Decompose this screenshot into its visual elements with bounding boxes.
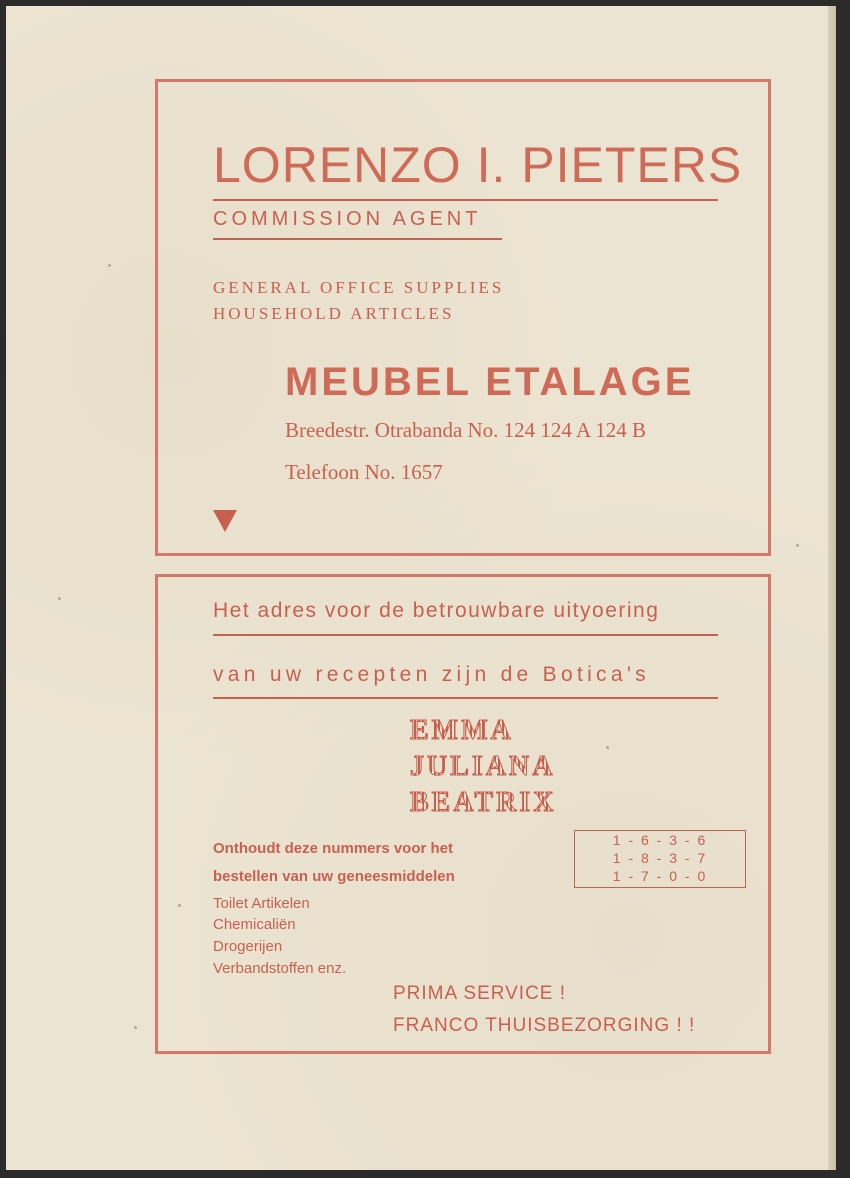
list-item: Verbandstoffen enz. xyxy=(213,960,347,977)
title-underline xyxy=(213,199,718,201)
note-line-2: bestellen van uw geneesmiddelen xyxy=(213,868,455,885)
pharmacy-beatrix: BEATRIX xyxy=(410,787,557,818)
phone-number: 1 - 8 - 3 - 7 xyxy=(612,850,708,866)
household-line: HOUSEHOLD ARTICLES xyxy=(213,304,455,323)
shop-name: MEUBEL ETALAGE xyxy=(285,360,695,404)
paper-speck xyxy=(108,264,111,267)
tagline-underline-2 xyxy=(213,697,718,699)
paper-speck xyxy=(178,904,181,907)
phone-numbers-box xyxy=(574,830,746,888)
role-underline xyxy=(213,238,502,240)
paper-speck xyxy=(606,746,609,749)
service-line-1: PRIMA SERVICE ! xyxy=(393,983,567,1004)
company-name: LORENZO I. PIETERS xyxy=(213,137,743,193)
company-role: COMMISSION AGENT xyxy=(213,208,482,230)
tagline-line-1: Het adres voor de betrouwbare uityoering xyxy=(213,599,660,622)
list-item: Chemicaliën xyxy=(213,916,296,933)
shop-phone: Telefoon No. 1657 xyxy=(285,460,443,484)
advertisement-botica xyxy=(155,574,771,1054)
triangle-ornament-icon xyxy=(213,510,237,532)
phone-number: 1 - 6 - 3 - 6 xyxy=(612,832,708,848)
pharmacy-emma: EMMA xyxy=(410,715,514,746)
service-line-2: FRANCO THUISBEZORGING ! ! xyxy=(393,1015,696,1036)
tagline-line-2: van uw recepten zijn de Botica's xyxy=(213,663,650,686)
phone-number: 1 - 7 - 0 - 0 xyxy=(612,868,708,884)
pharmacy-juliana: JULIANA xyxy=(410,751,556,782)
list-item: Drogerijen xyxy=(213,938,283,955)
supplies-line: GENERAL OFFICE SUPPLIES xyxy=(213,278,505,297)
paper-speck xyxy=(58,597,61,600)
paper-speck xyxy=(796,544,799,547)
tagline-underline-1 xyxy=(213,634,718,636)
page xyxy=(6,6,836,1170)
note-line-1: Onthoudt deze nummers voor het xyxy=(213,840,454,857)
shop-address: Breedestr. Otrabanda No. 124 124 A 124 B xyxy=(285,418,647,442)
page-edge xyxy=(828,6,836,1170)
advertisement-pieters xyxy=(155,79,771,556)
list-item: Toilet Artikelen xyxy=(213,895,310,912)
paper-speck xyxy=(134,1026,137,1029)
